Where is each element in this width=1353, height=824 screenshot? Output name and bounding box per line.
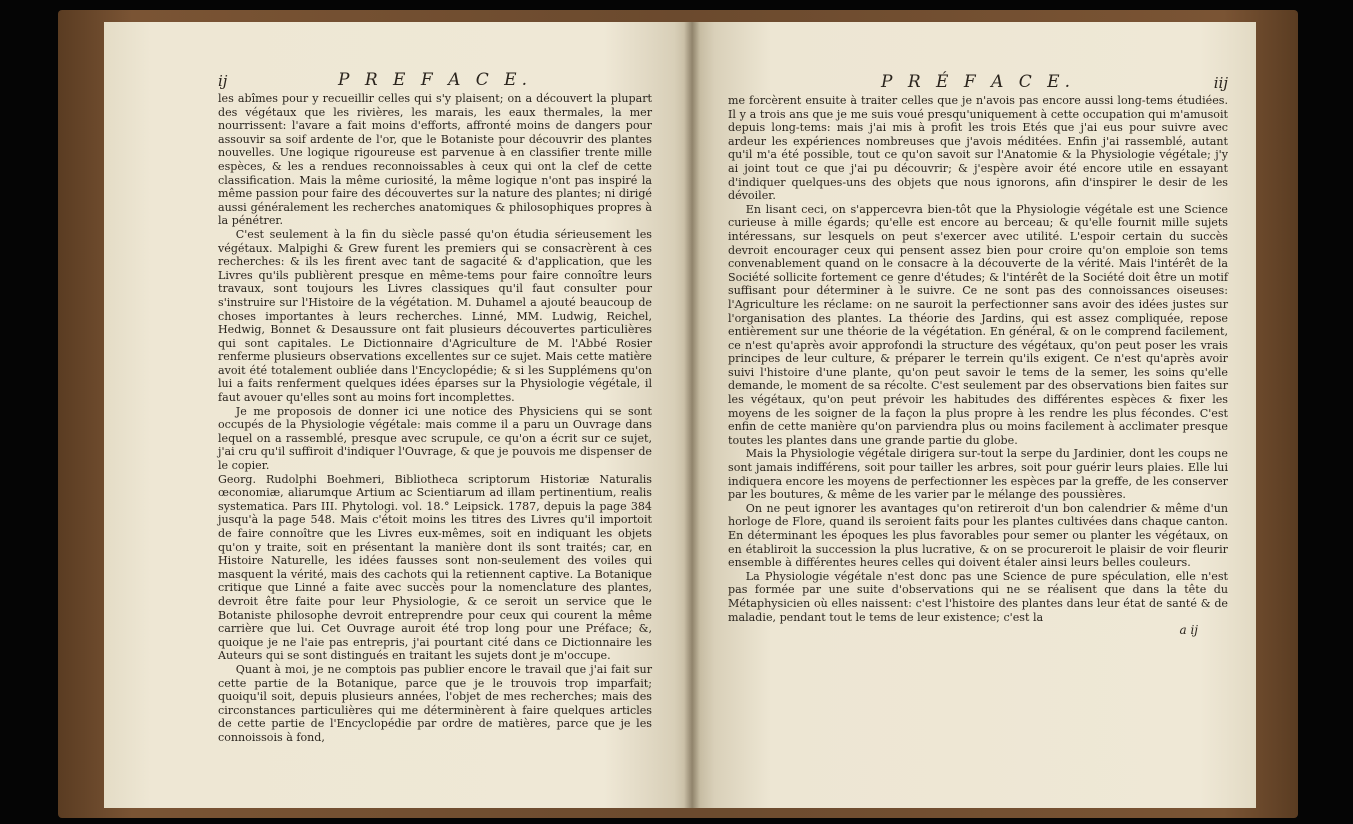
right-running-head — [728, 72, 1228, 94]
right-folio: iij — [1213, 74, 1228, 92]
right-paragraph: Mais la Physiologie végétale dirigera sur-tout la serpe du Jardinier, dont les coups ne sont jamais indifférens, soit pour tailler les arbres, soit pour guérir leurs plaies. Elle lui indiquera encore les moyens de perfectionner les espèces par la greffe, de les conserver par les boutures, & même de les varier par le mélange des poussières. — [728, 447, 1228, 502]
left-folio: ij — [218, 72, 228, 90]
right-page — [692, 22, 1256, 808]
right-paragraph: On ne peut ignorer les avantages qu'on retireroit d'un bon calendrier & même d'un horloge de Flore, quand ils seroient faits pour les plantes cultivées dans chaque canton. En déterminant les époques les plus favorables pour semer ou planter les végétaux, on en établiroit la succession la plus lucrative, & on se procureroit le plaisir de voir fleurir ensemble à différentes heures celles qui doivent étaler ainsi leurs belles couleurs. — [728, 501, 1228, 570]
signature-mark: a ij — [1179, 623, 1198, 638]
right-text-block — [728, 94, 1228, 638]
left-running-head — [218, 70, 652, 92]
left-paragraph: Je me proposois de donner ici une notice des Physiciens qui se sont occupés de la Physiologie végétale: mais comme il a paru un Ouvrage dans lequel on a rassemblé, presque avec scrupule, ce qu'on a écrit sur ce sujet, j'ai cru qu'il suffiroit d'indiquer l'Ouvrage, & que je pouvois me dispenser de le copier. — [218, 404, 652, 473]
right-paragraph: En lisant ceci, on s'appercevra bien-tôt que la Physiologie végétale est une Science curieuse à mille égards; qu'elle est encore au berceau; & qu'elle fournit mille sujets intéressans, sur lesquels on peut s'exercer avec utilité. L'espoir certain du succès devroit encourager ceux qui pensent assez bien pour croire qu'on emploie son tems convenablement quand on le consacre à la découverte de la vérité. Mais l'intérêt de la Société sollicite fortement ce genre d'études; & l'intérêt de la Société doit être un motif suffisant pour déterminer à le suivre. Ce ne sont pas des connoissances oiseuses: l'Agriculture les réclame: on ne sauroit la perfectionner sans avoir des idées justes sur l'organisation des plantes. La théorie des Jardins, qui est assez compliquée, repose entièrement sur une théorie de la végétation. En général, & on le comprend facilement, ce n'est qu'après avoir approfondi la structure des végétaux, qu'on peut poser les vrais principes de leur culture, & préparer le terrein qu'ils exigent. Ce n'est qu'après avoir suivi l'histoire d'une plante, qu'on peut savoir le tems de la semer, les soins qu'elle demande, le moment de sa récolte. C'est seulement par des observations bien faites sur les végétaux, qu'on peut prévoir les habitudes des différentes espèces & fixer les moyens de les soigner de la façon la plus propre à les rendre les plus fécondes. C'est enfin de cette manière qu'on parviendra plus ou moins facilement à acclimater presque toutes les plantes dans une grande partie du globe. — [728, 202, 1228, 447]
left-paragraph: les abîmes pour y recueillir celles qui s'y plaisent; on a découvert la plupart des végétaux que les rivières, les marais, les eaux thermales, la mer nourrissent: l'avare a fait moins d'efforts, affronté moins de dangers pour assouvir sa soif ardente de l'or, que le Botaniste pour découvrir des plantes nouvelles. Une logique rigoureuse est parvenue à en classifier trente mille espèces, & les a rendues reconnoissables à ceux qui ont la clef de cette classification. Mais la même curiosité, la même logique n'ont pas inspiré la même passion pour faire des découvertes sur la nature des plantes; ni dirigé aussi généralement les recherches anatomiques & philosophiques propres à la pénétrer. — [218, 92, 652, 228]
right-page-title: P R É F A C E. — [881, 72, 1075, 92]
book-gutter — [684, 22, 700, 808]
left-text-block — [218, 92, 652, 745]
right-paragraph: La Physiologie végétale n'est donc pas une Science de pure spéculation, elle n'est pas formée par une suite d'observations qui ne se réalisent que dans la tête du Métaphysicien où elles naissent: c'est l'histoire des plantes dans leur état de santé & de maladie, pendant tout le tems de leur existence; c'est la — [728, 569, 1228, 624]
right-paragraph: me forcèrent ensuite à traiter celles que je n'avois pas encore aussi long-tems étudiées. Il y a trois ans que je me suis voué presqu'uniquement à cette occupation qui m'amusoit depuis long-tems: mais j'ai mis à profit les trois Etés que j'ai eus pour suivre avec ardeur les expériences nombreuses que j'avois méditées. Enfin j'ai rassemblé, autant qu'il m'a été possible, tout ce qu'on savoit sur l'Anatomie & la Physiologie végétale; j'y ai joint tout ce que j'ai pu découvrir; & j'espère avoir été encore utile en essayant d'indiquer quelques-uns des objets que nous ignorons, afin d'inspirer le desir de les dévoiler. — [728, 94, 1228, 203]
left-page-title: P R E F A C E. — [338, 70, 532, 90]
left-paragraph: Quant à moi, je ne comptois pas publier encore le travail que j'ai fait sur cette partie de la Botanique, parce que je le trouvois trop imparfait; quoiqu'il soit, depuis plusieurs années, l'objet de mes recherches; mais des circonstances particulières qui me déterminèrent à faire quelques articles de cette partie de l'Encyclopédie par ordre de matières, parce que je les connoissois à fond, — [218, 662, 652, 744]
left-paragraph: Georg. Rudolphi Boehmeri, Bibliotheca scriptorum Historiæ Naturalis œconomiæ, aliarumque Artium ac Scientiarum ad illam pertinentium, realis systematica. Pars III. Phytologi. vol. 18.° Leipsick. 1787, depuis la page 384 jusqu'à la page 548. Mais c'étoit moins les titres des Livres qu'il importoit de faire connoître que les Livres eux-mêmes, soit en indiquant les objets qu'on y traite, soit en présentant la manière dont ils sont traités; car, en Histoire Naturelle, les idées fausses sont non-seulement des voiles qui masquent la vérité, mais des cachots qui la retiennent captive. La Botanique critique que Linné a faite avec succès pour la nomenclature des plantes, devroit être faite pour leur Physiologie, & ce seroit un service que le Botaniste philosophe devroit entreprendre pour ceux qui courent la même carrière que lui. Cet Ouvrage auroit été trop long pour une Préface; &, quoique je ne l'aie pas entrepris, j'ai pourtant cité dans ce Dictionnaire les Auteurs qui se sont distingués en traitant les sujets dont je m'occupe. — [218, 472, 652, 663]
left-page — [104, 22, 692, 808]
left-paragraph: C'est seulement à la fin du siècle passé qu'on étudia sérieusement les végétaux. Malpighi & Grew furent les premiers qui se consacrèrent à ces recherches: & ils les firent avec tant de sagacité & d'application, que les Livres qu'ils publièrent presque en même-tems pour faire connoître leurs travaux, sont toujours les Livres classiques qu'il faut consulter pour s'instruire sur l'Histoire de la végétation. M. Duhamel a ajouté beaucoup de choses importantes à leurs recherches. Linné, MM. Ludwig, Reichel, Hedwig, Bonnet & Desaussure ont fait plusieurs découvertes particulières qui sont capitales. Le Dictionnaire d'Agriculture de M. l'Abbé Rosier renferme plusieurs observations excellentes sur ce sujet. Mais cette matière avoit été totalement oubliée dans l'Encyclopédie; & si les Supplémens qu'on lui a faits renferment quelques idées éparses sur la Physiologie végétale, il faut avouer qu'elles sont au moins fort incomplettes. — [218, 227, 652, 405]
